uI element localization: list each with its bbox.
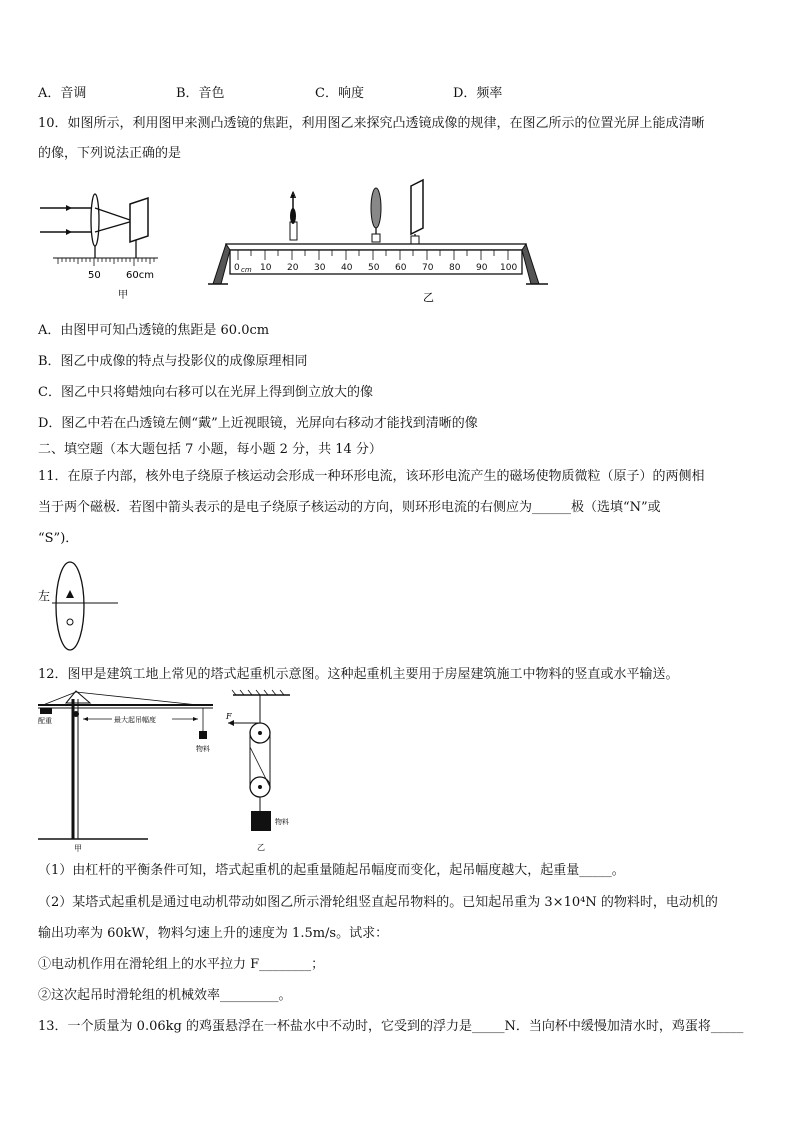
q12-sub2-line2: 输出功率为 60kW，物料匀速上升的速度为 1.5m/s。试求： [38, 926, 389, 941]
tick-label: 90 [476, 263, 488, 273]
q10-stem-line1: 10．如图所示，利用图甲来测凸透镜的焦距，利用图乙来探究凸透镜成像的规律，在图乙所示的位置光屏上能成清晰 [38, 116, 705, 131]
left-label: 左 [38, 589, 51, 603]
figure-yi-caption: 乙 [423, 291, 434, 304]
tick-label: 70 [422, 263, 434, 273]
tick-label: 20 [287, 263, 299, 273]
figure-jia-caption: 甲 [118, 290, 128, 301]
q12-sub2-line1: （2）某塔式起重机是通过电动机带动如图乙所示滑轮组竖直起吊物料的。已知起吊重为 3×10⁴N 的物料时，电动机的 [38, 895, 718, 910]
q11-line3: “S”)． [38, 531, 79, 546]
q10-option-b: B．图乙中成像的特点与投影仪的成像原理相同 [38, 354, 308, 369]
q10-option-a: A．由图甲可知凸透镜的焦距是 60.0cm [38, 323, 270, 338]
tick-label: 80 [449, 263, 461, 273]
tick-label: 60 [395, 263, 407, 273]
q11-line2: 当于两个磁极．若图中箭头表示的是电子绕原子核运动的方向，则环形电流的右侧应为______极（选填“N”或 [38, 500, 661, 515]
q12-sub1: （1）由杠杆的平衡条件可知，塔式起重机的起重量随起吊幅度而变化，起吊幅度越大，起重量_____。 [38, 863, 625, 878]
tick-label: 30 [314, 263, 326, 273]
q10-option-c: C．图乙中只将蜡烛向右移可以在光屏上得到倒立放大的像 [38, 385, 373, 400]
tick-0-label: 0 [234, 263, 240, 273]
q11-line1: 11．在原子内部，核外电子绕原子核运动会形成一种环形电流，该环形电流产生的磁场使物质微粒（原子）的两侧相 [38, 469, 705, 484]
tick-label: 100 [500, 263, 518, 273]
tick-label: 40 [341, 263, 353, 273]
figure-tower-crane [38, 689, 293, 854]
figure-jia-lens [38, 190, 168, 305]
q13-line1: 13．一个质量为 0.06kg 的鸡蛋悬浮在一杯盐水中不动时，它受到的浮力是_____N．当向杯中缓慢加清水时，鸡蛋将_____ [38, 1019, 744, 1034]
q12-item2: ②这次起吊时滑轮组的机械效率_________。 [38, 988, 292, 1003]
object-a-label: A [290, 191, 297, 201]
max-range-label: 最大起吊幅度 [114, 716, 156, 724]
figure-yi-caption: 乙 [257, 843, 265, 852]
q10-stem-line2: 的像，下列说法正确的是 [38, 146, 182, 161]
tick-60-label: 60cm [126, 270, 154, 281]
figure-yi-optical-bench [208, 176, 553, 306]
tick-label: 50 [368, 263, 380, 273]
material-label: 物料 [275, 818, 289, 826]
material-label: 物料 [196, 745, 210, 753]
counterweight-label: 配重 [38, 717, 52, 725]
option-c: C．响度 [315, 86, 364, 101]
section-heading: 二、填空题（本大题包括 7 小题，每小题 2 分，共 14 分） [38, 442, 382, 457]
q12-item1: ①电动机作用在滑轮组上的水平拉力 F________； [38, 957, 325, 972]
option-d: D．频率 [453, 86, 503, 101]
q10-option-d: D．图乙中若在凸透镜左侧“戴”上近视眼镜，光屏向右移动才能找到清晰的像 [38, 416, 478, 431]
figure-ring-current [38, 558, 138, 658]
force-label: F [226, 712, 232, 721]
figure-jia-caption: 甲 [74, 844, 82, 853]
tick-50-label: 50 [88, 270, 101, 281]
unit-label: cm [241, 266, 252, 274]
tick-label: 10 [260, 263, 272, 273]
option-a: A．音调 [38, 86, 87, 101]
option-b: B．音色 [176, 86, 225, 101]
q12-stem: 12．图甲是建筑工地上常见的塔式起重机示意图。这种起重机主要用于房屋建筑施工中物料的竖直或水平输送。 [38, 667, 679, 682]
